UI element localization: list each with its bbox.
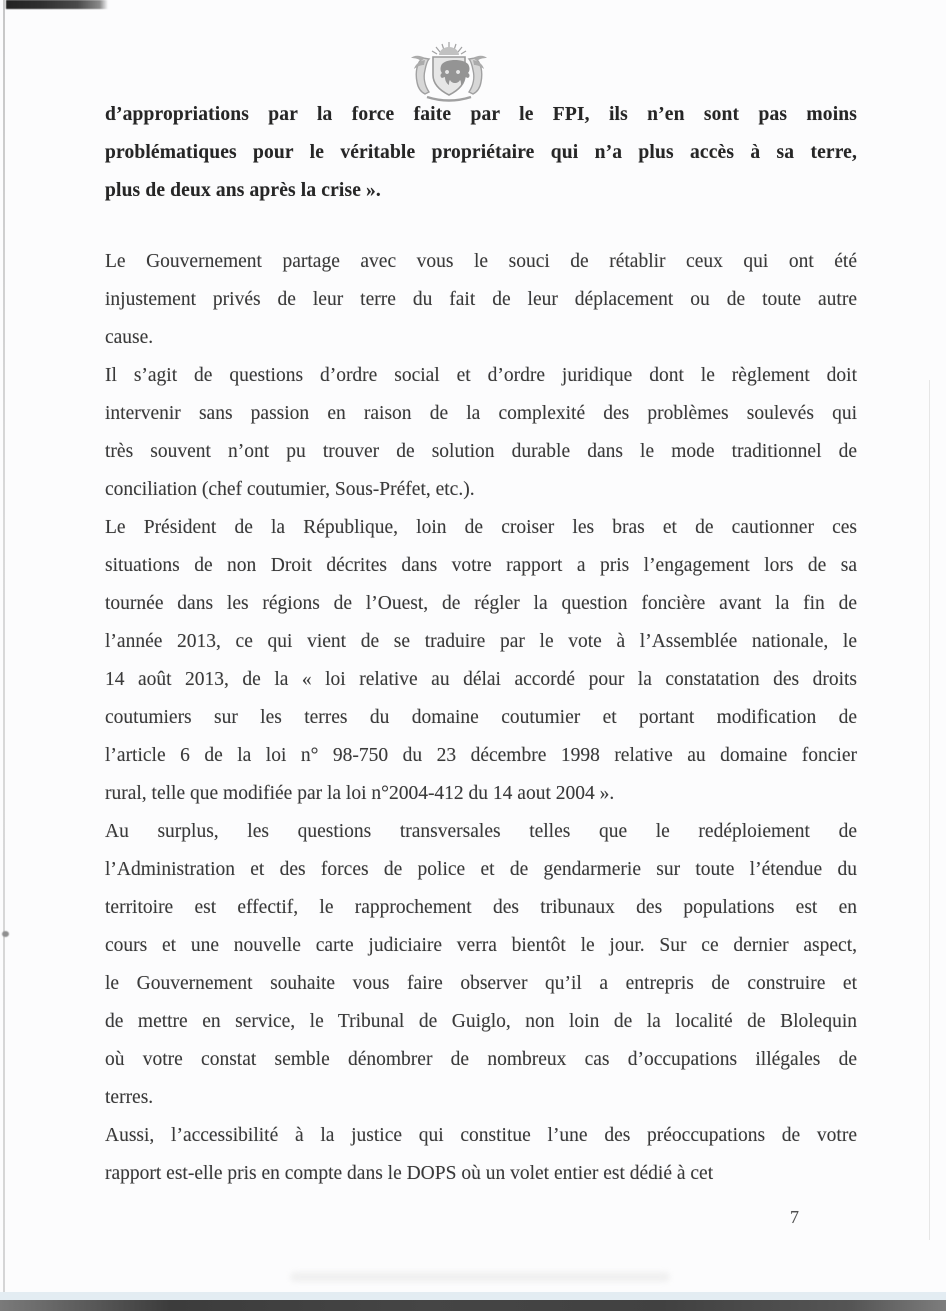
text-line: Aussi, l’accessibilité à la justice qui constitue l’une des préoccupations de votre xyxy=(105,1125,857,1146)
scan-artifact-top-left-mark xyxy=(6,0,108,9)
text-line: coutumiers sur les terres du domaine coutumier et portant modification de xyxy=(105,707,857,728)
scan-artifact-left-edge-line xyxy=(3,0,5,1311)
text-line: l’Administration et des forces de police et de gendarmerie sur toute l’étendue du xyxy=(105,859,857,880)
page-number: 7 xyxy=(790,1207,799,1227)
paragraph xyxy=(105,243,857,357)
scan-artifact-footer-smudge xyxy=(290,1272,670,1282)
text-line: Le Président de la République, loin de croiser les bras et de cautionner ces xyxy=(105,517,857,538)
text-line: l’année 2013, ce qui vient de se traduire par le vote à l’Assemblée nationale, le xyxy=(105,631,857,652)
paragraph xyxy=(105,509,857,813)
scan-artifact-bottom-dark-band xyxy=(0,1300,946,1311)
text-line: d’appropriations par la force faite par le FPI, ils n’en sont pas moins xyxy=(105,104,857,125)
text-line: Il s’agit de questions d’ordre social et d’ordre juridique dont le règlement doit xyxy=(105,365,857,386)
scan-artifact-right-edge-line xyxy=(929,380,930,1240)
document-body xyxy=(105,96,857,1193)
paragraph xyxy=(105,1117,857,1193)
text-line: plus de deux ans après la crise ». xyxy=(105,180,381,201)
text-line: territoire est effectif, le rapprochement des tribunaux des populations est en xyxy=(105,897,857,918)
text-line: rural, telle que modifiée par la loi n°2004-412 du 14 aout 2004 ». xyxy=(105,783,615,804)
text-line: 14 août 2013, de la « loi relative au délai accordé pour la constatation des droits xyxy=(105,669,857,690)
text-line: cause. xyxy=(105,327,154,348)
paragraph xyxy=(105,96,857,210)
text-line: situations de non Droit décrites dans votre rapport a pris l’engagement lors de sa xyxy=(105,555,857,576)
paragraph xyxy=(105,813,857,1117)
text-line: terres. xyxy=(105,1087,154,1108)
text-line: injustement privés de leur terre du fait de leur déplacement ou de toute autre xyxy=(105,289,857,310)
text-line: de mettre en service, le Tribunal de Guiglo, non loin de la localité de Blolequin xyxy=(105,1011,857,1032)
text-line: tournée dans les régions de l’Ouest, de régler la question foncière avant la fin de xyxy=(105,593,857,614)
text-line: le Gouvernement souhaite vous faire observer qu’il a entrepris de construire et xyxy=(105,973,857,994)
text-line: intervenir sans passion en raison de la complexité des problèmes soulevés qui xyxy=(105,403,857,424)
text-line: très souvent n’ont pu trouver de solution durable dans le mode traditionnel de xyxy=(105,441,857,462)
text-line: Le Gouvernement partage avec vous le souci de rétablir ceux qui ont été xyxy=(105,251,857,272)
paragraph xyxy=(105,357,857,509)
text-line: cours et une nouvelle carte judiciaire verra bientôt le jour. Sur ce dernier aspect, xyxy=(105,935,857,956)
text-line: où votre constat semble dénombrer de nombreux cas d’occupations illégales de xyxy=(105,1049,857,1070)
text-line: problématiques pour le véritable propriétaire qui n’a plus accès à sa terre, xyxy=(105,142,857,163)
text-line: rapport est-elle pris en compte dans le DOPS où un volet entier est dédié à cet xyxy=(105,1163,714,1184)
text-line: conciliation (chef coutumier, Sous-Préfet, etc.). xyxy=(105,479,475,500)
text-line: Au surplus, les questions transversales telles que le redéploiement de xyxy=(105,821,857,842)
scan-artifact-left-dot xyxy=(2,931,9,937)
text-line: l’article 6 de la loi n° 98-750 du 23 décembre 1998 relative au domaine foncier xyxy=(105,745,857,766)
